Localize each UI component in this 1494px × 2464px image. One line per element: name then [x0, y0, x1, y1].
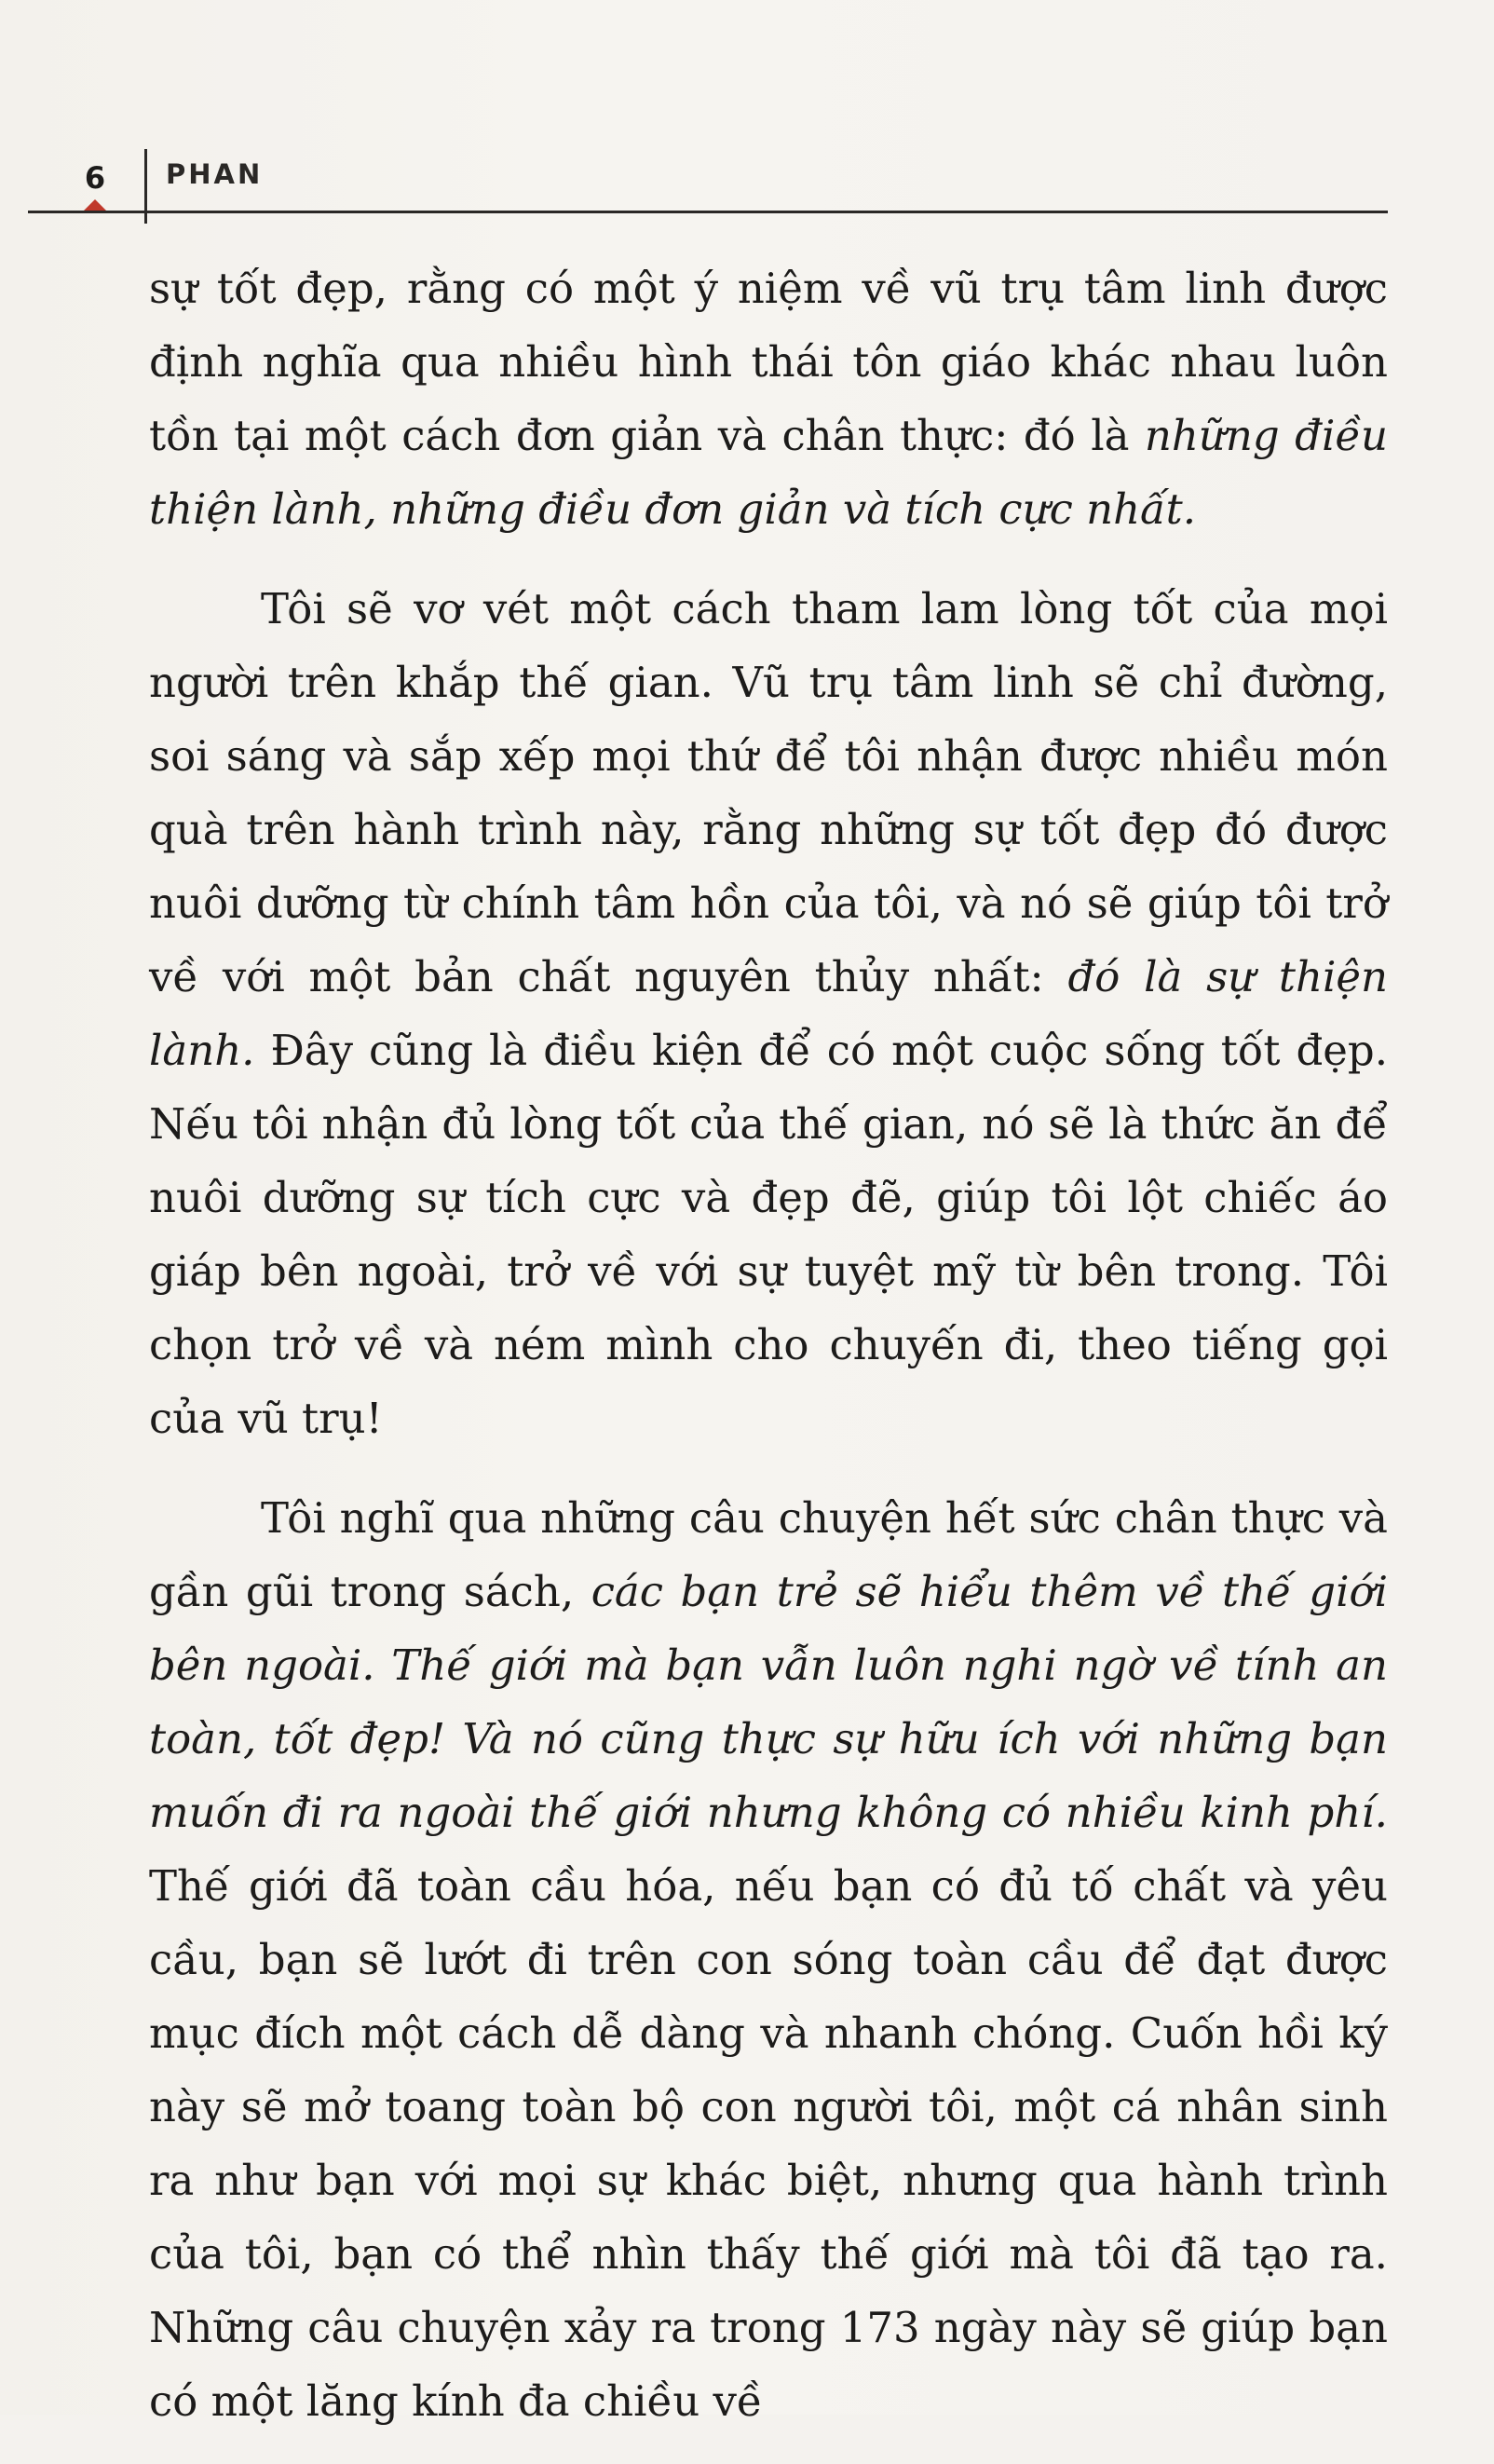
paragraph-text: Tôi nghĩ qua những câu chuyện hết sức chân thực và gần gũi trong sách,: [149, 1493, 1388, 1616]
paragraph-text: Tôi sẽ vơ vét một cách tham lam lòng tốt của mọi người trên khắp thế gian. Vũ trụ tâm linh sẽ chỉ đường, soi sáng và sắp xếp mọi thứ để tôi nhận được nhiều món quà trên hành trình này, rằng những sự tốt đẹp đó được nuôi dưỡng từ chính tâm hồn của tôi, và nó sẽ giúp tôi trở về với một bản chất nguyên thủy nhất:: [149, 584, 1388, 1001]
paragraph-1: [149, 252, 1388, 546]
paragraph-italic-text: đó là sự thiện lành.: [149, 952, 1388, 1075]
paragraph-3: [149, 1481, 1388, 2438]
paragraph-italic-text: những điều thiện lành, những điều đơn giản và tích cực nhất.: [149, 411, 1389, 534]
paragraph-text: Thế giới đã toàn cầu hóa, nếu bạn có đủ tố chất và yêu cầu, bạn sẽ lướt đi trên con sóng toàn cầu để đạt được mục đích một cách dễ dàng và nhanh chóng. Cuốn hồi ký này sẽ mở toang toàn bộ con người tôi, một cá nhân sinh ra như bạn với mọi sự khác biệt, nhưng qua hành trình của tôi, bạn có thể nhìn thấy thế giới mà tôi đã tạo ra. Những câu chuyện xảy ra trong 173 ngày này sẽ giúp bạn có một lăng kính đa chiều về: [149, 1861, 1388, 2426]
running-head: PHAN: [166, 158, 264, 190]
paragraph-text: Đây cũng là điều kiện để có một cuộc sống tốt đẹp. Nếu tôi nhận đủ lòng tốt của thế gian, nó sẽ là thức ăn để nuôi dưỡng sự tích cực và đẹp đẽ, giúp tôi lột chiếc áo giáp bên ngoài, trở về với sự tuyệt mỹ từ bên trong. Tôi chọn trở về và ném mình cho chuyến đi, theo tiếng gọi của vũ trụ!: [149, 1026, 1388, 1443]
paragraph-2: [149, 572, 1388, 1455]
paragraph-italic-text: các bạn trẻ sẽ hiểu thêm về thế giới bên ngoài. Thế giới mà bạn vẫn luôn nghi ngờ về tính an toàn, tốt đẹp! Và nó cũng thực sự hữu ích với những bạn muốn đi ra ngoài thế giới nhưng không có nhiều kinh phí.: [149, 1567, 1388, 1837]
body-text: [149, 252, 1388, 2464]
paragraph-text: sự tốt đẹp, rằng có một ý niệm về vũ trụ tâm linh được định nghĩa qua nhiều hình thái tôn giáo khác nhau luôn tồn tại một cách đơn giản và chân thực: đó là: [149, 264, 1388, 460]
header-rule: [28, 211, 1388, 213]
page-header: [0, 0, 1494, 224]
page-number: 6: [84, 160, 106, 196]
